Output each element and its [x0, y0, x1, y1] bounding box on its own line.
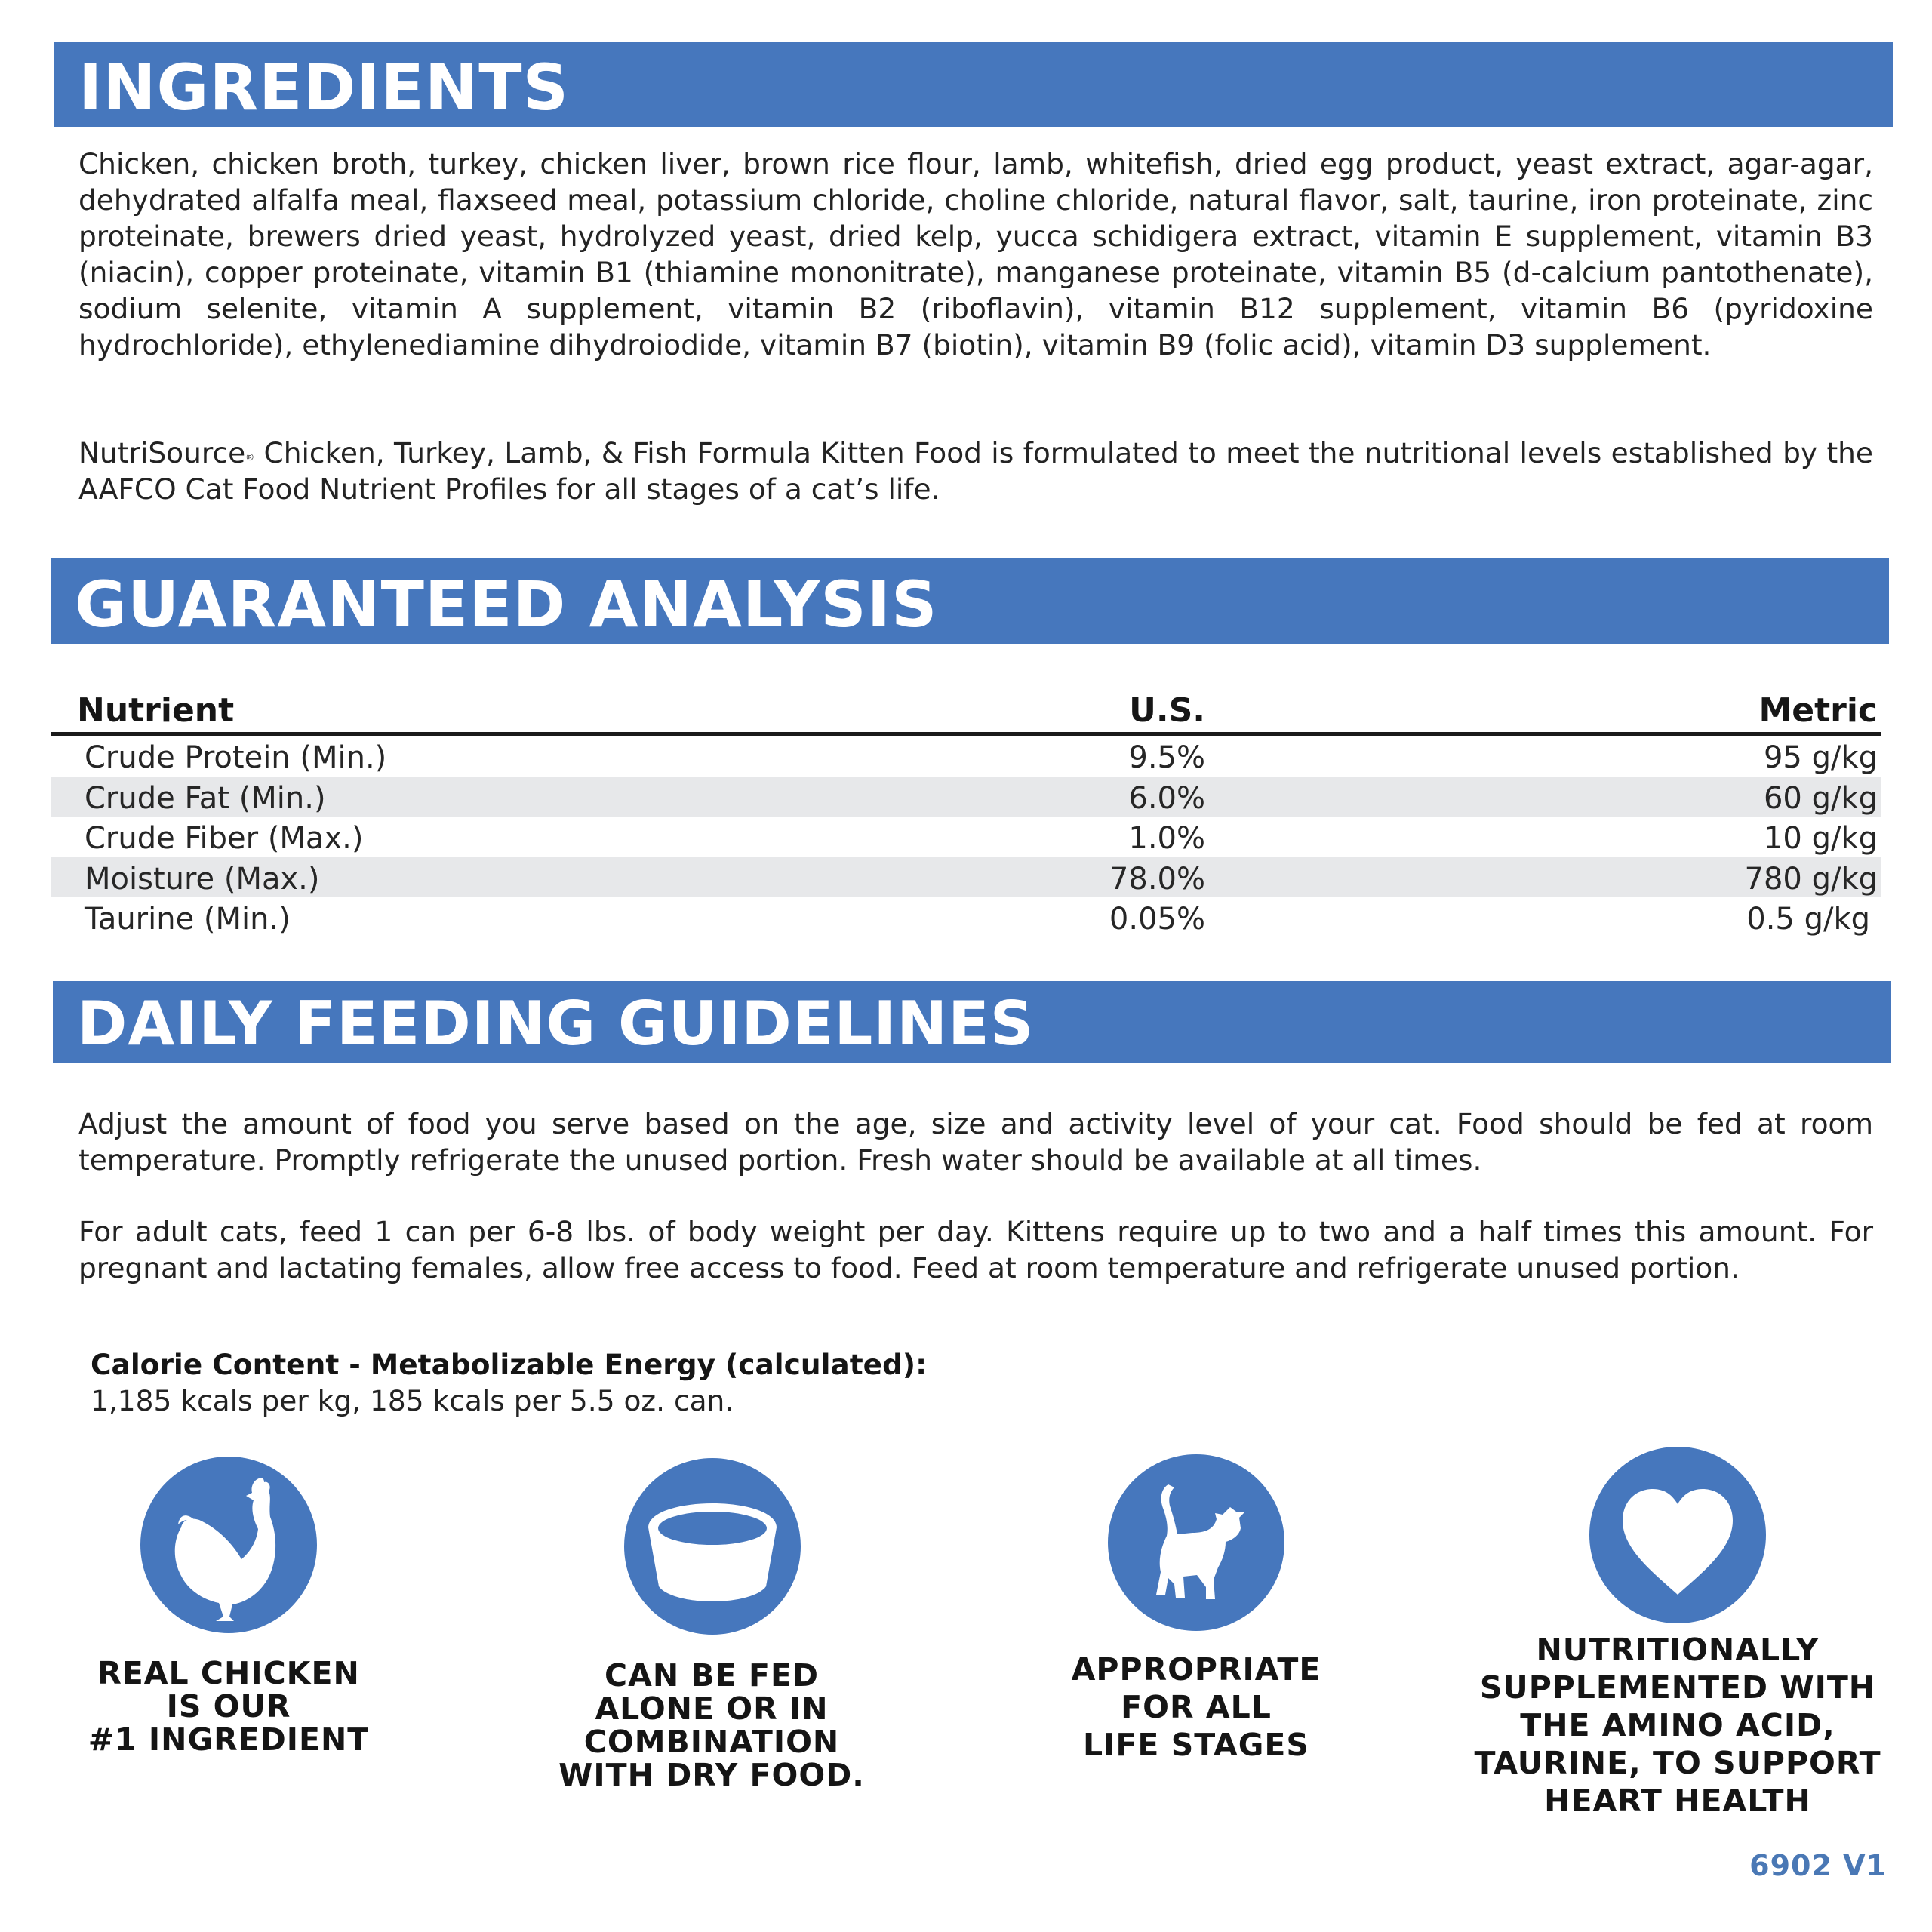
nutrient-name: Crude Fat (Min.) [85, 780, 326, 816]
nutrient-metric: 95 g/kg [1763, 740, 1878, 775]
column-nutrient: Nutrient [77, 691, 235, 730]
table-row [51, 736, 1881, 777]
feeding-paragraph-1 [78, 1106, 1873, 1178]
cat-icon-graphic [1108, 1454, 1284, 1631]
heart-icon [1589, 1447, 1766, 1623]
nutrient-name: Crude Fiber (Max.) [85, 821, 364, 856]
aafco-statement-text: Chicken, Turkey, Lamb, & Fish Formula Kitten Food is formulated to meet the nutritional levels established by the AAFCO Cat Food Nutrient Profiles for all stages of a cat’s life. [78, 436, 1873, 506]
nutrient-us: 1.0% [1128, 821, 1205, 856]
bowl-icon-graphic [624, 1458, 801, 1635]
registered-mark: ® [245, 452, 255, 463]
caption-line: COMBINATION [583, 1724, 840, 1760]
badge-caption-chicken [60, 1657, 397, 1756]
badge-caption-cat [1028, 1653, 1364, 1761]
caption-line: HEART HEALTH [1544, 1783, 1811, 1819]
cat-icon [1108, 1454, 1284, 1631]
table-row [51, 777, 1881, 817]
analysis-heading: GUARANTEED ANALYSIS [75, 568, 938, 641]
column-metric: Metric [1758, 691, 1878, 730]
caption-line: LIFE STAGES [1083, 1727, 1309, 1763]
feeding-text-2: For adult cats, feed 1 can per 6-8 lbs. of body weight per day. Kittens require up to two and a half times this amount. For pregnant and lactating females, allow free access to food. Feed at room temperature and refrigerate unused portion. [78, 1215, 1873, 1284]
table-row [51, 897, 1881, 938]
caption-line: APPROPRIATE [1071, 1651, 1321, 1687]
column-us: U.S. [1129, 691, 1205, 730]
nutrient-metric: 0.5 g/kg [1746, 902, 1870, 937]
nutrient-metric: 10 g/kg [1763, 821, 1878, 856]
ingredients-heading-band [54, 42, 1893, 127]
badge-caption-bowl [543, 1659, 880, 1792]
nutrient-name: Moisture (Max.) [85, 861, 320, 897]
feeding-heading-band [53, 981, 1891, 1063]
caption-line: NUTRITIONALLY [1536, 1632, 1820, 1668]
table-row [51, 857, 1881, 898]
feeding-heading: DAILY FEEDING GUIDELINES [77, 989, 1035, 1059]
aafco-statement [78, 435, 1873, 507]
nutrient-us: 9.5% [1128, 740, 1205, 775]
version-code: 6902 V1 [1749, 1849, 1887, 1882]
badge-caption-heart [1434, 1633, 1921, 1817]
caption-line: IS OUR [166, 1688, 291, 1724]
ingredients-list [78, 146, 1873, 363]
caption-line: FOR ALL [1121, 1689, 1272, 1725]
table-header [51, 687, 1881, 736]
caption-line: WITH DRY FOOD. [558, 1757, 865, 1793]
table-row [51, 817, 1881, 857]
analysis-heading-band [51, 558, 1889, 644]
nutrient-name: Taurine (Min.) [85, 902, 291, 937]
chicken-icon [140, 1457, 317, 1633]
nutrient-us: 0.05% [1109, 902, 1205, 937]
nutrient-us: 6.0% [1128, 780, 1205, 816]
caption-line: CAN BE FED [605, 1657, 819, 1694]
feeding-paragraph-2 [78, 1214, 1873, 1286]
calorie-content [91, 1346, 927, 1419]
nutrient-metric: 780 g/kg [1744, 861, 1878, 897]
bowl-icon [624, 1458, 801, 1635]
feeding-text-1: Adjust the amount of food you serve based on the age, size and activity level of your cat. Food should be fed at room temperature. Promptly refrigerate the unused portion. Fresh water should be available at all times. [78, 1107, 1873, 1177]
caption-line: TAURINE, TO SUPPORT [1474, 1745, 1881, 1781]
caption-line: SUPPLEMENTED WITH [1479, 1669, 1876, 1706]
chicken-icon-graphic [140, 1457, 317, 1633]
nutrient-us: 78.0% [1109, 861, 1205, 897]
brand-name: NutriSource [78, 436, 246, 469]
caption-line: ALONE OR IN [595, 1690, 829, 1727]
caption-line: THE AMINO ACID, [1520, 1707, 1835, 1743]
nutrient-name: Crude Protein (Min.) [85, 740, 387, 775]
caption-line: REAL CHICKEN [97, 1655, 360, 1691]
nutrient-metric: 60 g/kg [1763, 780, 1878, 816]
ingredients-text: Chicken, chicken broth, turkey, chicken liver, brown rice flour, lamb, whitefish, dried egg product, yeast extract, agar-agar, dehydrated alfalfa meal, flaxseed meal, potassium chloride, choline chloride, natural flavor, salt, taurine, iron proteinate, zinc proteinate, brewers dried yeast, hydrolyzed yeast, dried kelp, yucca schidigera extract, vitamin E supplement, vitamin B3 (niacin), copper proteinate, vitamin B1 (thiamine mononitrate), manganese proteinate, vitamin B5 (d-calcium pantothenate), sodium selenite, vitamin A supplement, vitamin B2 (riboflavin), vitamin B12 supplement, vitamin B6 (pyridoxine hydrochloride), ethylenediamine dihydroiodide, vitamin B7 (biotin), vitamin B9 (folic acid), vitamin D3 supplement. [78, 147, 1873, 361]
caption-line: #1 INGREDIENT [88, 1721, 370, 1758]
calorie-value: 1,185 kcals per kg, 185 kcals per 5.5 oz. can. [91, 1384, 734, 1417]
ingredients-heading: INGREDIENTS [78, 51, 570, 125]
calorie-label: Calorie Content - Metabolizable Energy (calculated): [91, 1348, 928, 1381]
guaranteed-analysis-table [51, 687, 1881, 938]
heart-icon-graphic [1589, 1447, 1766, 1623]
